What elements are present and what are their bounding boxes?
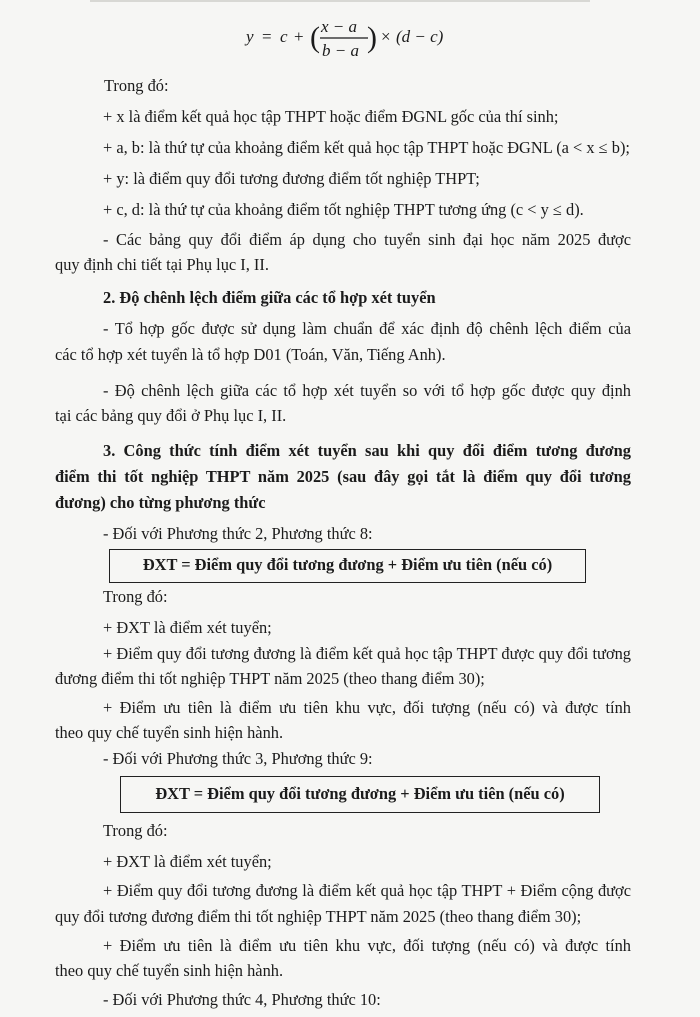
paragraph: đương điểm thi tốt nghiệp THPT năm 2025 (theo thang điểm 30); [55,669,485,688]
paragraph: theo quy chế tuyển sinh hiện hành. [55,961,284,980]
section-heading-cont: điểm thi tốt nghiệp THPT năm 2025 (sau đây gọi tắt là điểm quy đổi tương [55,467,631,486]
paragraph: + Điểm ưu tiên là điểm ưu tiên khu vực, đối tượng (nếu có) và được tính [103,698,631,717]
paragraph: + ĐXT là điểm xét tuyển; [103,618,272,637]
section-heading: 3. Công thức tính điểm xét tuyển sau khi quy đổi điểm tương đương [103,441,631,460]
paragraph: + a, b: là thứ tự của khoảng điểm kết quả học tập THPT hoặc ĐGNL (a < x ≤ b); [103,138,630,157]
paragraph: + Điểm ưu tiên là điểm ưu tiên khu vực, đối tượng (nếu có) và được tính [103,936,631,955]
formula-box-1: ĐXT = Điểm quy đổi tương đương + Điểm ưu tiên (nếu có) [109,549,586,583]
formula-lhs: y [246,27,254,46]
formula-close-paren: ) [367,21,377,54]
paragraph: quy đổi tương đương điểm thi tốt nghiệp THPT năm 2025 (theo thang điểm 30); [55,907,582,926]
formula-plus: + [294,27,304,46]
paragraph: + Điểm quy đổi tương đương là điểm kết quả học tập THPT + Điểm cộng được [103,881,631,900]
paragraph: tại các bảng quy đổi ở Phụ lục I, II. [55,406,287,425]
formula-open-paren: ( [310,21,320,54]
paragraph: + c, d: là thứ tự của khoảng điểm tốt nghiệp THPT tương ứng (c < y ≤ d). [103,200,584,219]
conversion-formula [0,16,700,60]
section-heading-cont: đương) cho từng phương thức [55,493,266,512]
paragraph: theo quy chế tuyển sinh hiện hành. [55,723,284,742]
paragraph: + y: là điểm quy đổi tương đương điểm tốt nghiệp THPT; [103,169,480,188]
paragraph: - Đối với Phương thức 2, Phương thức 8: [103,524,373,543]
formula-tail: (d − c) [396,27,444,46]
paragraph: - Độ chênh lệch giữa các tổ hợp xét tuyển so với tổ hợp gốc được quy định [103,381,631,400]
formula-times: × [381,27,391,46]
paragraph: - Tổ hợp gốc được sử dụng làm chuẩn để xác định độ chênh lệch điểm của [103,319,631,338]
formula-denominator: b − a [322,41,359,60]
paragraph: - Đối với Phương thức 3, Phương thức 9: [103,749,373,768]
formula-equals: = [262,27,272,46]
formula-box-2: ĐXT = Điểm quy đổi tương đương + Điểm ưu tiên (nếu có) [120,776,600,813]
paragraph: Trong đó: [104,76,169,95]
paragraph: - Các bảng quy đổi điểm áp dụng cho tuyển sinh đại học năm 2025 được [103,230,631,249]
paragraph: + x là điểm kết quả học tập THPT hoặc điểm ĐGNL gốc của thí sinh; [103,107,559,126]
paragraph: các tổ hợp xét tuyển là tổ hợp D01 (Toán, Văn, Tiếng Anh). [55,345,446,364]
paragraph: Trong đó: [103,587,168,606]
formula-c: c [280,27,288,46]
paragraph: - Đối với Phương thức 4, Phương thức 10: [103,990,381,1009]
paragraph: quy định chi tiết tại Phụ lục I, II. [55,255,269,274]
formula-numerator: x − a [321,17,358,36]
paragraph: + ĐXT là điểm xét tuyển; [103,852,272,871]
previous-line-fragment [90,0,590,3]
section-heading: 2. Độ chênh lệch điểm giữa các tổ hợp xét tuyển [103,288,436,307]
paragraph: + Điểm quy đổi tương đương là điểm kết quả học tập THPT được quy đổi tương [103,644,631,663]
paragraph: Trong đó: [103,821,168,840]
